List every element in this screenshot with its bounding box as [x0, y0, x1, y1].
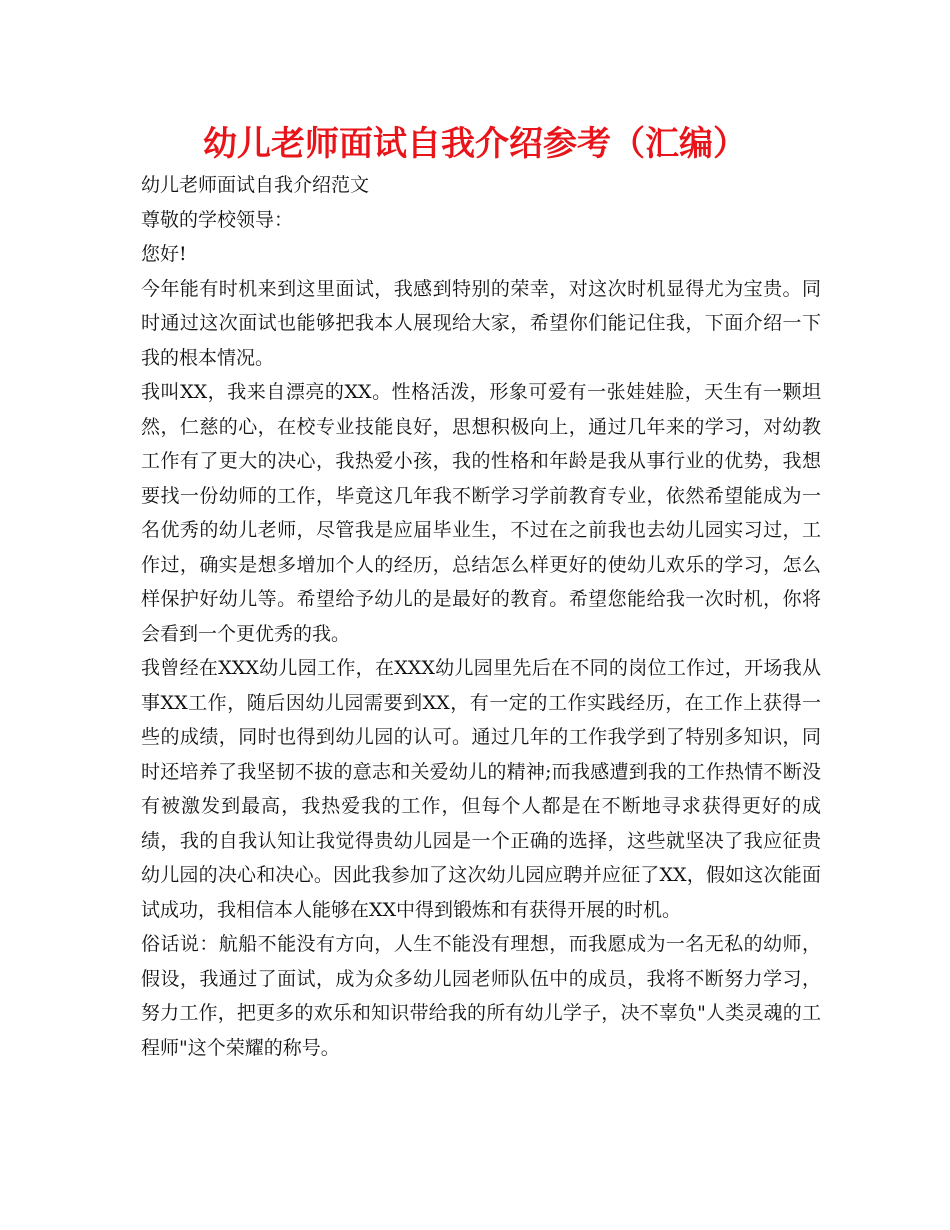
- document-title: 幼儿老师面试自我介绍参考（汇编）: [203, 124, 747, 164]
- paragraph-experience: 我曾经在XXX幼儿园工作，在XXX幼儿园里先后在不同的岗位工作过，开场我从事XX工作，随后因幼儿园需要到XX，有一定的工作实践经历，在工作上获得一些的成绩，同时也得到幼儿园的认可。通过几年的工作我学到了特别多知识，同时还培养了我坚韧不拔的意志和关爱幼儿的精神;而我感遭到我的工作热情不断没有被激发到最高，我热爱我的工作，但每个人都是在不断地寻求获得更好的成绩，我的自我认知让我觉得贵幼儿园是一个正确的选择，这些就坚决了我应征贵幼儿园的决心和决心。因此我参加了这次幼儿园应聘并应征了XX，假如这次能面试成功，我相信本人能够在XX中得到锻炼和有获得开展的时机。: [141, 657, 821, 921]
- paragraph-closing: 俗话说：航船不能没有方向，人生不能没有理想，而我愿成为一名无私的幼师，假设，我通过了面试，成为众多幼儿园老师队伍中的成员，我将不断努力学习，努力工作，把更多的欢乐和知识带给我的所有幼儿学子，决不辜负"人类灵魂的工程师"这个荣耀的称号。: [141, 933, 821, 1059]
- paragraph-about-me: 我叫XX，我来自漂亮的XX。性格活泼，形象可爱有一张娃娃脸，天生有一颗坦然，仁慈的心，在校专业技能良好，思想积极向上，通过几年来的学习，对幼教工作有了更大的决心，我热爱小孩，我的性格和年龄是我从事行业的优势，我想要找一份幼师的工作，毕竟这几年我不断学习学前教育专业，依然希望能成为一名优秀的幼儿老师，尽管我是应届毕业生，不过在之前我也去幼儿园实习过，工作过，确实是想多增加个人的经历，总结怎么样更好的使幼儿欢乐的学习，怎么样保护好幼儿等。希望给予幼儿的是最好的教育。希望您能给我一次时机，你将会看到一个更优秀的我。: [141, 381, 821, 645]
- paragraph-greeting: 您好!: [141, 243, 187, 265]
- document-body: [141, 168, 821, 1065]
- paragraph-intro: 今年能有时机来到这里面试，我感到特别的荣幸，对这次时机显得尤为宝贵。同时通过这次面试也能够把我本人展现给大家，希望你们能记住我，下面介绍一下我的根本情况。: [141, 277, 821, 369]
- paragraph-subtitle: 幼儿老师面试自我介绍范文: [141, 174, 370, 196]
- paragraph-salutation: 尊敬的学校领导：: [141, 208, 294, 231]
